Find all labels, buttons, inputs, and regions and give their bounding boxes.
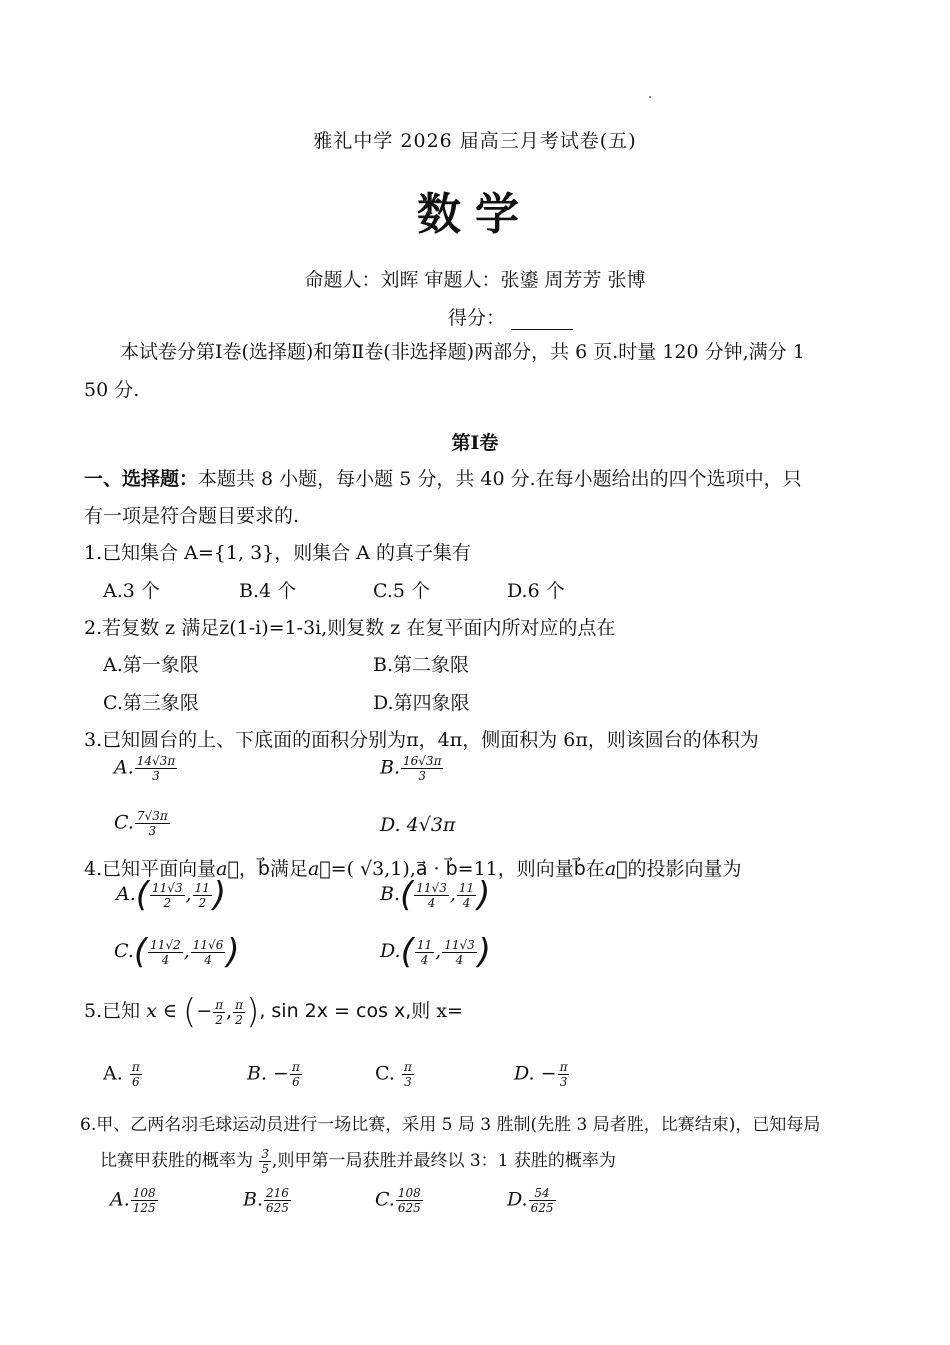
- frac-num: 108: [397, 1186, 421, 1200]
- frac-den: 5: [261, 1162, 270, 1176]
- frac: [529, 1186, 556, 1215]
- q6-line2-pre: 比赛甲获胜的概率为: [100, 1151, 253, 1171]
- q5-c-label: C.: [375, 1062, 395, 1085]
- authors-line: 命题人：刘晖 审题人：张鎏 周芳芳 张博: [304, 269, 646, 291]
- q6-line-2: [100, 1146, 616, 1176]
- q6-line-1: 6.甲、乙两名羽毛球运动员进行一场比赛，采用 5 局 3 胜制(先胜 3 局者胜，比赛结束)，已知每局: [80, 1115, 821, 1135]
- q4-option-c[interactable]: C.( $\frac{11√2}{4}$ , $\frac{11√6}{4}$ ): [114, 932, 240, 972]
- q4-stem-mid4: a⃗ · b⃗=11，则向量b⃗在: [415, 858, 605, 880]
- frac: [259, 1147, 271, 1176]
- frac-den: 2: [215, 1012, 223, 1027]
- q5-stem-x: x ∈: [146, 1000, 177, 1022]
- section-desc-1: 本题共 8 小题，每小题 5 分，共 40 分.在每小题给出的四个选项中，只: [198, 468, 802, 490]
- q1-stem: 1.已知集合 A={1, 3}，则集合 A 的真子集有: [84, 542, 472, 564]
- frac-num: π: [403, 1060, 412, 1074]
- frac-den: 6: [131, 1075, 140, 1089]
- frac-den: 4: [427, 895, 436, 910]
- q1-option-a[interactable]: A.3 个: [103, 580, 160, 602]
- score-blank[interactable]: [511, 311, 573, 330]
- frac-den: 3: [148, 824, 157, 838]
- intro-line-2: 50 分.: [84, 379, 140, 401]
- frac-num: 3: [261, 1147, 270, 1161]
- section-title: 一、选择题：: [84, 468, 199, 490]
- exam-title: 雅礼中学 2026 届高三月考试卷(五): [313, 130, 637, 152]
- q3-b-frac: [401, 754, 443, 783]
- frac: [290, 1060, 302, 1089]
- frac-num: π: [215, 997, 224, 1012]
- frac: [457, 881, 476, 910]
- frac-num: π: [131, 1060, 140, 1074]
- q2-stem: 2.若复数 z 满足z̄(1-i)=1-3i,则复数 z 在复平面内所对应的点在: [84, 617, 616, 639]
- frac-num: 11: [458, 880, 475, 895]
- frac-den: 4: [455, 952, 464, 967]
- intro-line-1: 本试卷分第Ⅰ卷(选择题)和第Ⅱ卷(非选择题)两部分，共 6 页.时量 120 分钟,满分 1: [120, 341, 805, 363]
- q6-b-label: B.: [243, 1188, 264, 1211]
- vector-a: a⃗: [604, 858, 628, 880]
- q5-stem-end: 则 x=: [411, 1000, 463, 1022]
- frac: [150, 881, 185, 910]
- frac: [213, 998, 225, 1027]
- frac: [191, 938, 226, 967]
- q2-option-d[interactable]: D.第四象限: [373, 692, 470, 714]
- frac-num: π: [559, 1060, 568, 1074]
- frac-den: 2: [235, 1012, 243, 1027]
- frac: [396, 1186, 423, 1215]
- frac-num: 11: [194, 880, 210, 895]
- frac-num: 54: [529, 1186, 556, 1201]
- q4-a-label: A.: [116, 883, 136, 905]
- frac: [558, 1060, 570, 1089]
- q3-c-label: C.: [114, 811, 134, 834]
- q3-option-b[interactable]: [380, 754, 444, 783]
- frac-num: 11√3: [416, 880, 447, 895]
- frac-den: 3: [559, 1075, 568, 1089]
- q6-option-a[interactable]: [110, 1186, 159, 1215]
- frac-den: 3: [418, 769, 427, 783]
- q2-option-a[interactable]: A.第一象限: [103, 654, 199, 676]
- frac-num: 216: [266, 1186, 289, 1200]
- scan-dot: [649, 96, 651, 98]
- frac: [130, 1060, 142, 1089]
- frac-num: π: [235, 997, 244, 1012]
- frac-num: 11√2: [150, 937, 181, 952]
- q4-option-b[interactable]: B.( $\frac{11√3}{4}$ , $\frac{11}{4}$ ): [380, 875, 491, 915]
- q2-option-c[interactable]: C.第三象限: [103, 692, 199, 714]
- q4-stem-pre: 4.已知平面向量: [84, 858, 217, 880]
- q3-stem: 3.已知圆台的上、下底面的面积分别为π，4π，侧面积为 6π，则该圆台的体积为: [84, 729, 759, 751]
- q5-option-c[interactable]: [375, 1060, 415, 1089]
- frac-den: 6: [292, 1075, 300, 1089]
- frac-num: 11√3: [444, 937, 475, 952]
- q1-option-b[interactable]: B.4 个: [239, 580, 297, 602]
- q2-option-b[interactable]: B.第二象限: [373, 654, 470, 676]
- q6-a-label: A.: [110, 1188, 130, 1211]
- frac: [193, 881, 212, 910]
- q3-a-label: A.: [114, 756, 134, 779]
- frac-den: 4: [420, 952, 429, 967]
- q6-d-label: D.: [507, 1188, 528, 1211]
- frac-num: 7√3π: [136, 809, 168, 823]
- frac-den: 3: [152, 769, 160, 783]
- q6-option-c[interactable]: [375, 1186, 424, 1215]
- frac-den: 4: [161, 952, 170, 967]
- q6-option-b[interactable]: [243, 1186, 292, 1215]
- q5-stem-mid: , sin 2x = cos x,: [259, 1000, 412, 1022]
- q4-option-d[interactable]: D.( $\frac{11}{4}$ , $\frac{11√3}{4}$ ): [380, 932, 492, 972]
- frac-num: 11√3: [152, 880, 183, 895]
- q3-option-d[interactable]: D. 4√3π: [380, 814, 456, 836]
- score-label: 得分：: [448, 307, 506, 329]
- vector-a: a⃗: [216, 858, 239, 880]
- q4-stem-mid3: =( √3,1),: [330, 858, 416, 880]
- frac-num: 14√3π: [136, 754, 176, 768]
- q5-option-b[interactable]: [247, 1060, 303, 1089]
- q5-option-a[interactable]: [103, 1060, 143, 1089]
- q4-c-label: C.: [114, 940, 134, 962]
- q4-stem-end: 的投影向量为: [627, 858, 742, 880]
- vector-a: a⃗: [307, 858, 331, 880]
- q5-b-label: B. −: [247, 1062, 289, 1085]
- part-heading: 第Ⅰ卷: [451, 432, 499, 454]
- q3-option-c[interactable]: [114, 809, 171, 838]
- q1-option-c[interactable]: C.5 个: [373, 580, 431, 602]
- frac-den: 4: [204, 952, 212, 967]
- frac-den: 625: [266, 1201, 289, 1215]
- frac-den: 2: [198, 895, 207, 910]
- q6-option-d[interactable]: [507, 1186, 557, 1215]
- q3-a-frac: [135, 754, 177, 783]
- section-line-1: [84, 460, 802, 498]
- q5-stem: 5.已知 x ∈ (− $\frac{\pi}{2}$ , $\frac{\pi}{2}$ ), sin 2x = cos x,则 x=: [84, 992, 463, 1032]
- frac: [131, 1186, 158, 1215]
- q6-c-label: C.: [375, 1188, 395, 1211]
- q5-d-label: D. −: [514, 1062, 557, 1085]
- q4-d-label: D.: [380, 940, 401, 962]
- score-field: [448, 303, 573, 330]
- q3-b-label: B.: [380, 756, 401, 779]
- q5-a-label: A.: [103, 1062, 123, 1085]
- subject-title: 数学: [417, 189, 533, 240]
- frac-num: π: [291, 1060, 300, 1074]
- frac: [414, 881, 449, 910]
- frac-den: 125: [132, 1201, 156, 1215]
- q3-c-frac: [135, 809, 170, 838]
- frac-num: 16√3π: [403, 754, 442, 768]
- frac: [233, 998, 245, 1027]
- frac: [402, 1060, 414, 1089]
- frac: [442, 938, 477, 967]
- q5-stem-pre: 5.已知: [84, 1000, 147, 1022]
- frac-den: 3: [404, 1075, 412, 1089]
- q5-option-d[interactable]: [514, 1060, 570, 1089]
- q6-line2-end: ,则甲第一局获胜并最终以 3：1 获胜的概率为: [272, 1151, 616, 1171]
- frac: [264, 1186, 291, 1215]
- frac-num: 108: [132, 1186, 156, 1200]
- q3-option-a[interactable]: [114, 754, 178, 783]
- frac-den: 625: [397, 1201, 421, 1215]
- frac-den: 625: [530, 1201, 554, 1215]
- frac-den: 2: [163, 895, 172, 910]
- frac-num: 11: [416, 937, 433, 952]
- q1-option-d[interactable]: D.6 个: [507, 580, 565, 602]
- q4-option-a[interactable]: A.( $\frac{11√3}{2}$ , $\frac{11}{2}$ ): [116, 875, 227, 915]
- q4-stem-mid1: ，b⃗满足: [238, 858, 308, 880]
- q4-b-label: B.: [380, 883, 401, 905]
- frac-den: 4: [462, 895, 471, 910]
- frac: [148, 938, 183, 967]
- frac-num: 11√6: [192, 937, 224, 952]
- frac: [415, 938, 434, 967]
- section-desc-2: 有一项是符合题目要求的.: [84, 505, 300, 527]
